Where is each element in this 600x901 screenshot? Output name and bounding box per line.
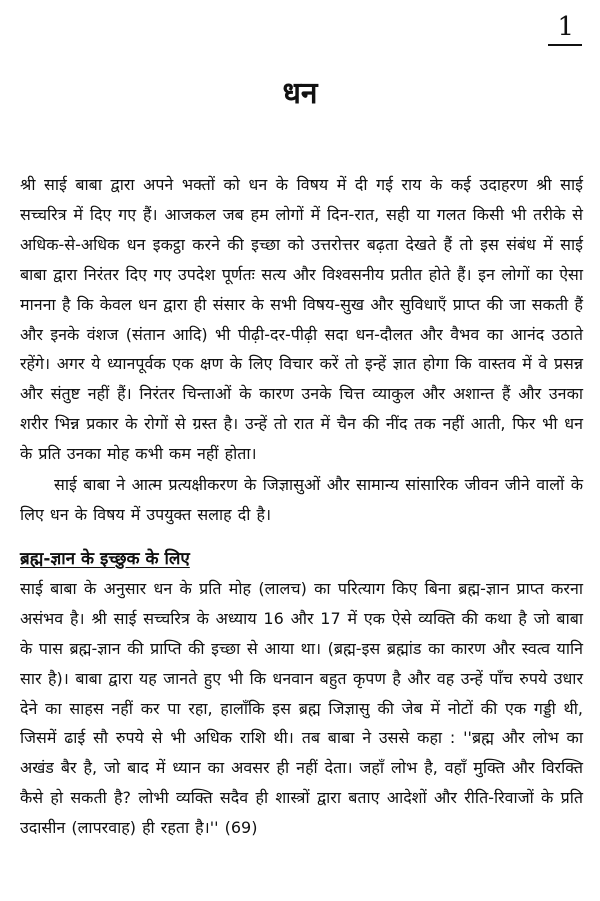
page-number: 1 <box>557 12 574 42</box>
chapter-title: धन <box>282 76 318 111</box>
paragraph-intro: श्री साई बाबा द्वारा अपने भक्तों को धन के विषय में दी गई राय के कई उदाहरण श्री साई सच्चरित्र में दिए गए हैं। आजकल जब हम लोगों में दिन-रात, सही या गलत किसी भी तरीके से अधिक-से-अधिक धन इकट्ठा करने की इच्छा को उत्तरोत्तर बढ़ता देखते हैं तो इस संबंध में साई बाबा द्वारा निरंतर दिए गए उपदेश पूर्णतः सत्य और विश्वसनीय प्रतीत होते हैं। इन लोगों का ऐसा मानना है कि केवल धन द्वारा ही संसार के सभी विषय-सुख और सुविधाएँ प्राप्त की जा सकती हैं और इनके वंशज (संतान आदि) भी पीढ़ी-दर-पीढ़ी सदा धन-दौलत और वैभव का आनंद उठाते रहेंगे। अगर ये ध्यानपूर्वक एक क्षण के लिए विचार करें तो इन्हें ज्ञात होगा कि वास्तव में वे प्रसन्न और संतुष्ट नहीं हैं। निरंतर चिन्ताओं के कारण उनके चित्त व्याकुल और अशान्त हैं और उनका शरीर भिन्न प्रकार के रोगों से ग्रस्त है। उन्हें तो रात में चैन की नींद तक नहीं आती, फिर भी धन के प्रति उनका मोह कभी कम नहीं होता। <box>20 175 583 464</box>
body-text <box>20 170 583 843</box>
page-number-underline <box>548 44 582 46</box>
paragraph-advice: साई बाबा ने आत्म प्रत्यक्षीकरण के जिज्ञासुओं और सामान्य सांसारिक जीवन जीने वालों के लिए धन के विषय में उपयुक्त सलाह दी है। <box>20 475 583 524</box>
section-heading: ब्रह्म-ज्ञान के इच्छुक के लिए <box>20 548 190 569</box>
section-paragraph: साई बाबा के अनुसार धन के प्रति मोह (लालच) का परित्याग किए बिना ब्रह्म-ज्ञान प्राप्त करना असंभव है। श्री साई सच्चरित्र के अध्याय 16 और 17 में एक ऐसे व्यक्ति की कथा है जो बाबा के पास ब्रह्म-ज्ञान की प्राप्ति की इच्छा से आया था। (ब्रह्म-इस ब्रह्मांड का कारण और स्वत्व यानि सार है)। बाबा द्वारा यह जानते हुए भी कि धनवान बहुत कृपण है और वह उन्हें पाँच रुपये उधार देने का साहस नहीं कर पा रहा, हालाँकि इस ब्रह्म जिज्ञासु की जेब में नोटों की एक गड्डी थी, जिसमें ढाई सौ रुपये से भी अधिक राशि थी। तब बाबा ने उससे कहा : ''ब्रह्म और लोभ का अखंड बैर है, जो बाद में ध्यान का अवसर ही नहीं देता। जहाँ लोभ है, वहाँ मुक्ति और विरक्ति कैसे हो सकती है? लोभी व्यक्ति सदैव ही शास्त्रों द्वारा बताए आदेशों और रीति-रिवाजों के प्रति उदासीन (लापरवाह) ही रहता है।'' (69) <box>20 578 583 838</box>
